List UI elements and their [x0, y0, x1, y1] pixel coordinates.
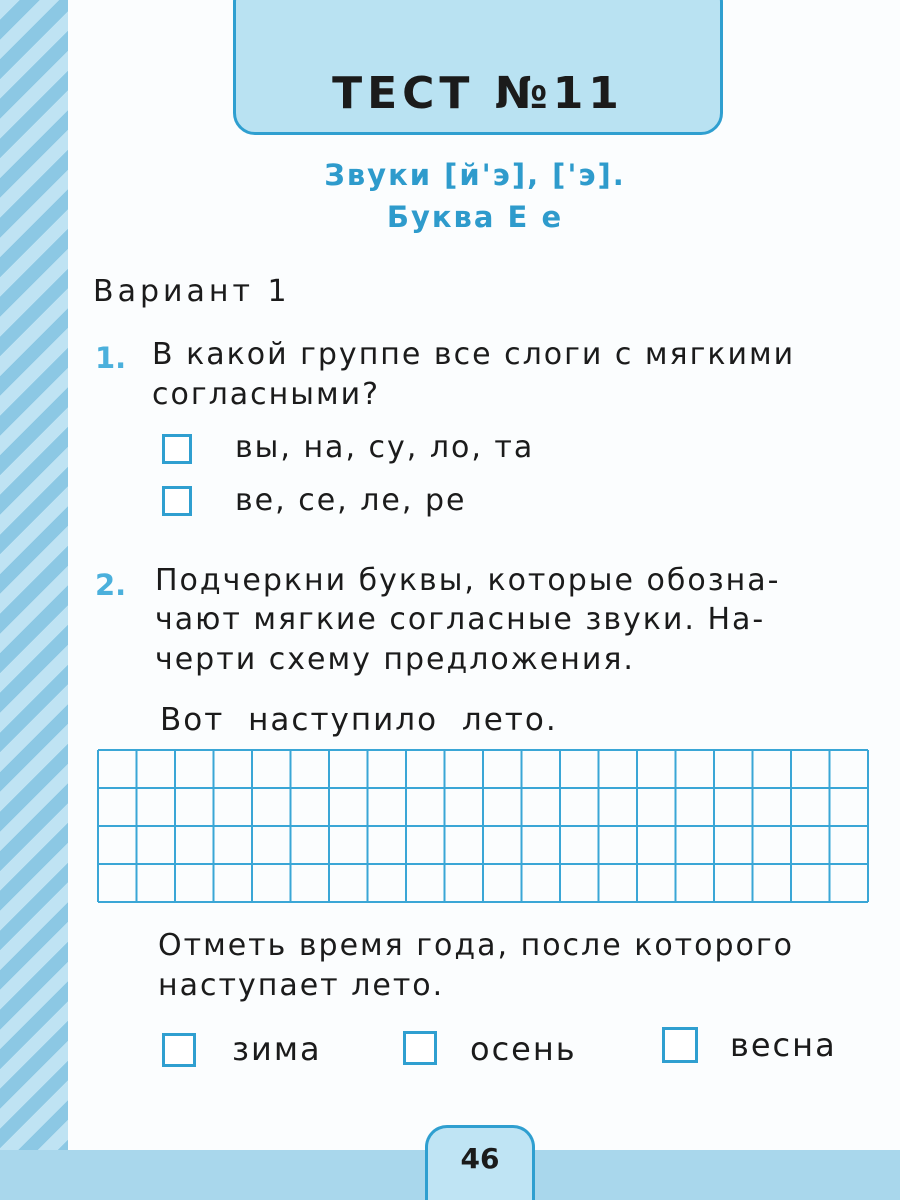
- question-1-text-line-1: В какой группе все слоги с мягкими: [152, 337, 796, 372]
- season-checkbox-3[interactable]: [662, 1027, 698, 1063]
- season-label-2: осень: [470, 1030, 577, 1068]
- example-sentence: Вот наступило лето.: [160, 702, 558, 738]
- question-2-text-line-1: Подчеркни буквы, которые обозна-: [155, 563, 781, 598]
- page-number: 46: [460, 1142, 500, 1175]
- season-checkbox-2[interactable]: [403, 1031, 437, 1065]
- season-checkbox-1[interactable]: [162, 1033, 196, 1067]
- grid-lines: [97, 749, 869, 903]
- test-title: ТЕСТ №11: [332, 68, 624, 119]
- question-3-text-line-2: наступает лето.: [158, 968, 445, 1003]
- topic-line-1: Звуки [й'э], ['э].: [324, 158, 626, 192]
- option-checkbox-1[interactable]: [162, 434, 192, 464]
- season-label-1: зима: [232, 1030, 322, 1068]
- topic-line-2: Буква Е е: [386, 200, 564, 234]
- option-label-1: вы, на, су, ло, та: [235, 430, 535, 465]
- season-label-3: весна: [730, 1026, 837, 1064]
- question-1-text-line-2: согласными?: [152, 377, 381, 412]
- option-label-2: ве, се, ле, ре: [235, 483, 467, 518]
- variant-label: Вариант 1: [93, 274, 291, 309]
- question-2-text-line-3: черти схему предложения.: [155, 642, 635, 677]
- question-2-text-line-2: чают мягкие согласные звуки. На-: [155, 602, 766, 637]
- question-3-text-line-1: Отметь время года, после которого: [158, 928, 795, 963]
- question-1-number: 1.: [95, 341, 127, 375]
- answer-grid[interactable]: [97, 749, 869, 907]
- option-checkbox-2[interactable]: [162, 486, 192, 516]
- question-2-number: 2.: [95, 568, 127, 602]
